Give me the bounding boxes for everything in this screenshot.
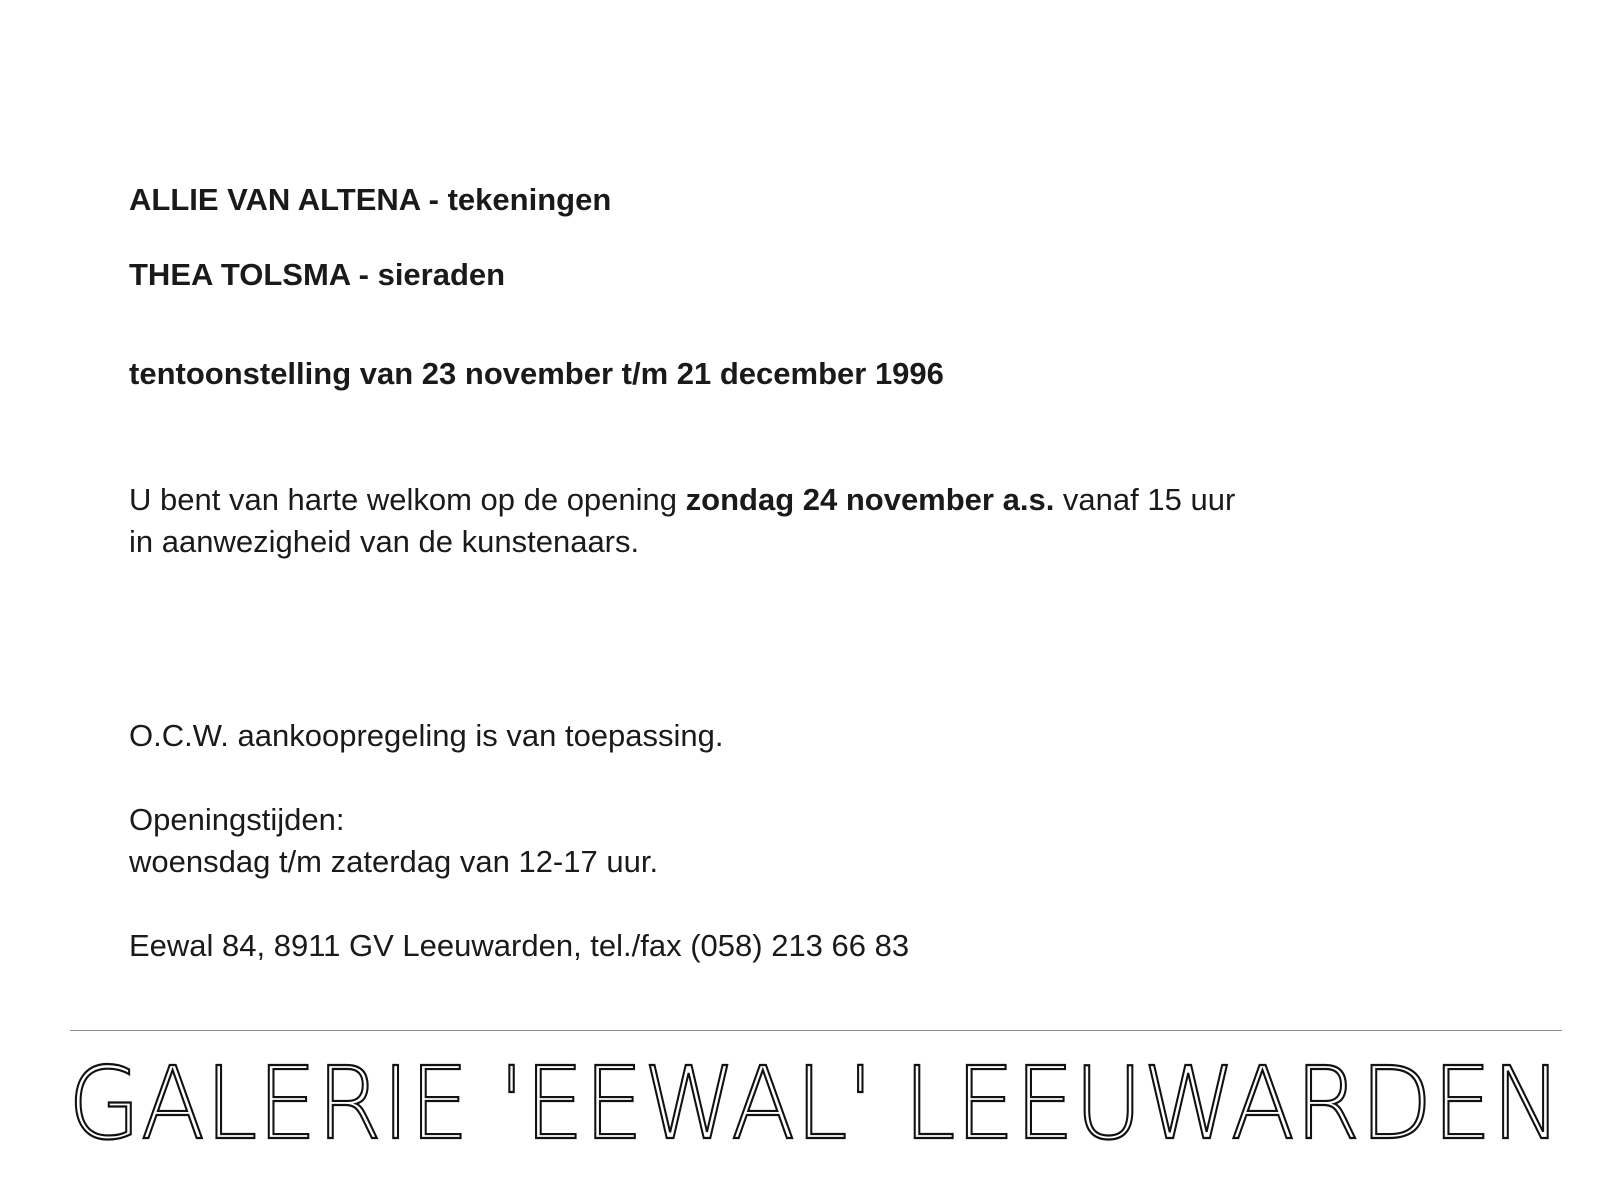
opening-date: zondag 24 november a.s.	[685, 482, 1055, 517]
artist-line-1	[129, 184, 611, 215]
artist-separator: -	[350, 257, 378, 292]
divider-line	[70, 1030, 1562, 1031]
artist-medium: sieraden	[377, 257, 506, 292]
artist-line-2	[129, 259, 505, 290]
opening-line-2: in aanwezigheid van de kunstenaars.	[129, 524, 640, 559]
opening-line-1	[129, 484, 1235, 515]
opening-time: vanaf 15 uur	[1054, 482, 1236, 517]
opening-hours-label: Openingstijden:	[129, 802, 345, 837]
opening-hours-value: woensdag t/m zaterdag van 12-17 uur.	[129, 844, 659, 879]
opening-intro: U bent van harte welkom op de opening	[129, 482, 686, 517]
artist-name: ALLIE VAN ALTENA	[129, 182, 421, 217]
gallery-name-logo	[68, 1046, 1568, 1156]
artist-medium: tekeningen	[447, 182, 612, 217]
exhibition-dates: tentoonstelling van 23 november t/m 21 december 1996	[129, 356, 944, 391]
ocw-notice: O.C.W. aankoopregeling is van toepassing.	[129, 718, 724, 753]
artist-name: THEA TOLSMA	[129, 257, 351, 292]
gallery-name-text: GALERIE 'EEWAL' LEEUWARDEN	[68, 1046, 1562, 1156]
artist-separator: -	[420, 182, 448, 217]
gallery-address: Eewal 84, 8911 GV Leeuwarden, tel./fax (058) 213 66 83	[129, 928, 910, 963]
